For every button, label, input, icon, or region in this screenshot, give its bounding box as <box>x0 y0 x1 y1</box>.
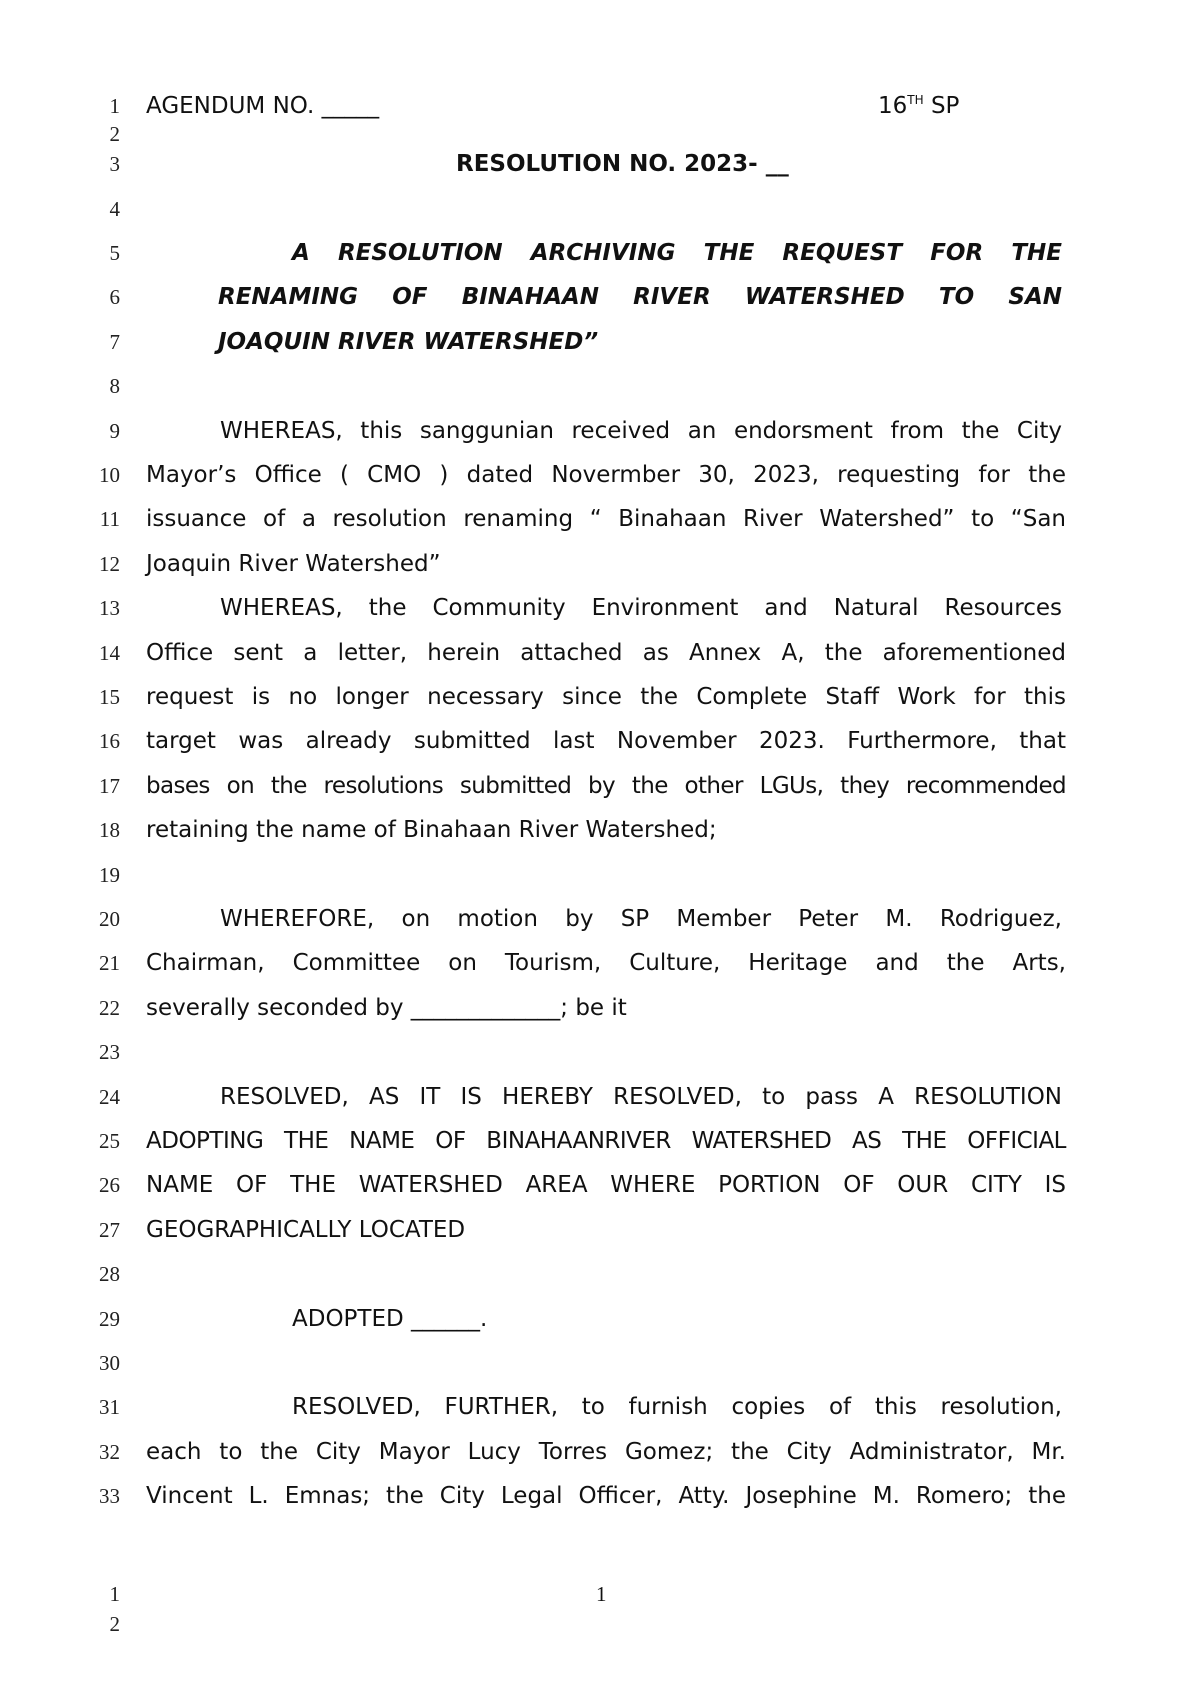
line-number: 21 <box>99 951 120 975</box>
body-line: Chairman, Committee on Tourism, Culture, Heritage and the Arts, <box>146 950 1066 976</box>
session-ordinal: TH <box>907 93 924 107</box>
line-number: 24 <box>99 1085 120 1109</box>
line-number: 8 <box>109 374 120 398</box>
resolution-title-line: RENAMING OF BINAHAAN RIVER WATERSHED TO SAN <box>218 284 1062 310</box>
line-number: 16 <box>99 729 120 753</box>
wherefore-clause: WHEREFORE, on motion by SP Member Peter M. Rodriguez, <box>220 906 1062 932</box>
line-number: 25 <box>99 1129 120 1153</box>
body-line: each to the City Mayor Lucy Torres Gomez; the City Administrator, Mr. <box>146 1439 1066 1465</box>
line-number: 23 <box>99 1040 120 1064</box>
resolved-further-clause: RESOLVED, FURTHER, to furnish copies of this resolution, <box>292 1394 1062 1420</box>
agendum-number: AGENDUM NO. _____ <box>146 93 380 119</box>
body-line: Mayor’s Office ( CMO ) dated Novermber 30, 2023, requesting for the <box>146 462 1066 488</box>
resolved-clause: RESOLVED, AS IT IS HEREBY RESOLVED, to pass A RESOLUTION <box>220 1084 1062 1110</box>
session-label <box>878 91 959 121</box>
line-number: 30 <box>99 1351 120 1375</box>
whereas-clause-1: WHEREAS, this sanggunian received an endorsment from the City <box>220 418 1062 444</box>
line-number: 22 <box>99 996 120 1020</box>
line-number: 5 <box>109 241 120 265</box>
line-number: 3 <box>109 152 120 176</box>
line-number: 26 <box>99 1173 120 1197</box>
line-number: 32 <box>99 1440 120 1464</box>
body-line: issuance of a resolution renaming “ Binahaan River Watershed” to “San <box>146 506 1066 532</box>
body-line: target was already submitted last November 2023. Furthermore, that <box>146 728 1066 754</box>
line-number: 4 <box>109 197 120 221</box>
resolution-number: RESOLUTION NO. 2023- __ <box>456 151 789 177</box>
body-line: Office sent a letter, herein attached as Annex A, the aforementioned <box>146 640 1066 666</box>
line-number: 31 <box>99 1395 120 1419</box>
adopted-line: ADOPTED ______. <box>292 1306 488 1332</box>
line-number: 19 <box>99 863 120 887</box>
line-number: 12 <box>99 552 120 576</box>
body-line: ADOPTING THE NAME OF BINAHAANRIVER WATERSHED AS THE OFFICIAL <box>146 1128 1066 1154</box>
page-number: 1 <box>596 1582 607 1606</box>
line-number: 11 <box>99 507 120 531</box>
body-line: request is no longer necessary since the Complete Staff Work for this <box>146 684 1066 710</box>
body-line: Joaquin River Watershed” <box>146 551 441 577</box>
resolution-title-line: JOAQUIN RIVER WATERSHED” <box>218 329 599 355</box>
footer-line-number: 2 <box>109 1612 120 1636</box>
line-number: 1 <box>109 94 120 118</box>
footer-line-number: 1 <box>109 1582 120 1606</box>
line-number: 17 <box>99 774 120 798</box>
line-number: 9 <box>109 419 120 443</box>
body-line: severally seconded by _____________; be it <box>146 995 627 1021</box>
line-number: 28 <box>99 1262 120 1286</box>
body-line: NAME OF THE WATERSHED AREA WHERE PORTION OF OUR CITY IS <box>146 1172 1066 1198</box>
line-number: 2 <box>109 122 120 146</box>
line-number: 20 <box>99 907 120 931</box>
whereas-clause-2: WHEREAS, the Community Environment and Natural Resources <box>220 595 1062 621</box>
body-line: retaining the name of Binahaan River Watershed; <box>146 817 717 843</box>
session-number: 16 <box>878 93 908 119</box>
body-line: GEOGRAPHICALLY LOCATED <box>146 1217 466 1243</box>
line-number: 14 <box>99 641 120 665</box>
line-number: 6 <box>109 285 120 309</box>
line-number: 29 <box>99 1307 120 1331</box>
line-number: 15 <box>99 685 120 709</box>
line-number: 10 <box>99 463 120 487</box>
line-number: 33 <box>99 1484 120 1508</box>
session-suffix: SP <box>923 93 960 119</box>
body-line: Vincent L. Emnas; the City Legal Officer, Atty. Josephine M. Romero; the <box>146 1483 1066 1509</box>
resolution-title-line: A RESOLUTION ARCHIVING THE REQUEST FOR THE <box>292 240 1062 266</box>
line-number: 13 <box>99 596 120 620</box>
body-line: bases on the resolutions submitted by the other LGUs, they recommended <box>146 773 1066 799</box>
line-number: 27 <box>99 1218 120 1242</box>
line-number: 18 <box>99 818 120 842</box>
line-number: 7 <box>109 330 120 354</box>
